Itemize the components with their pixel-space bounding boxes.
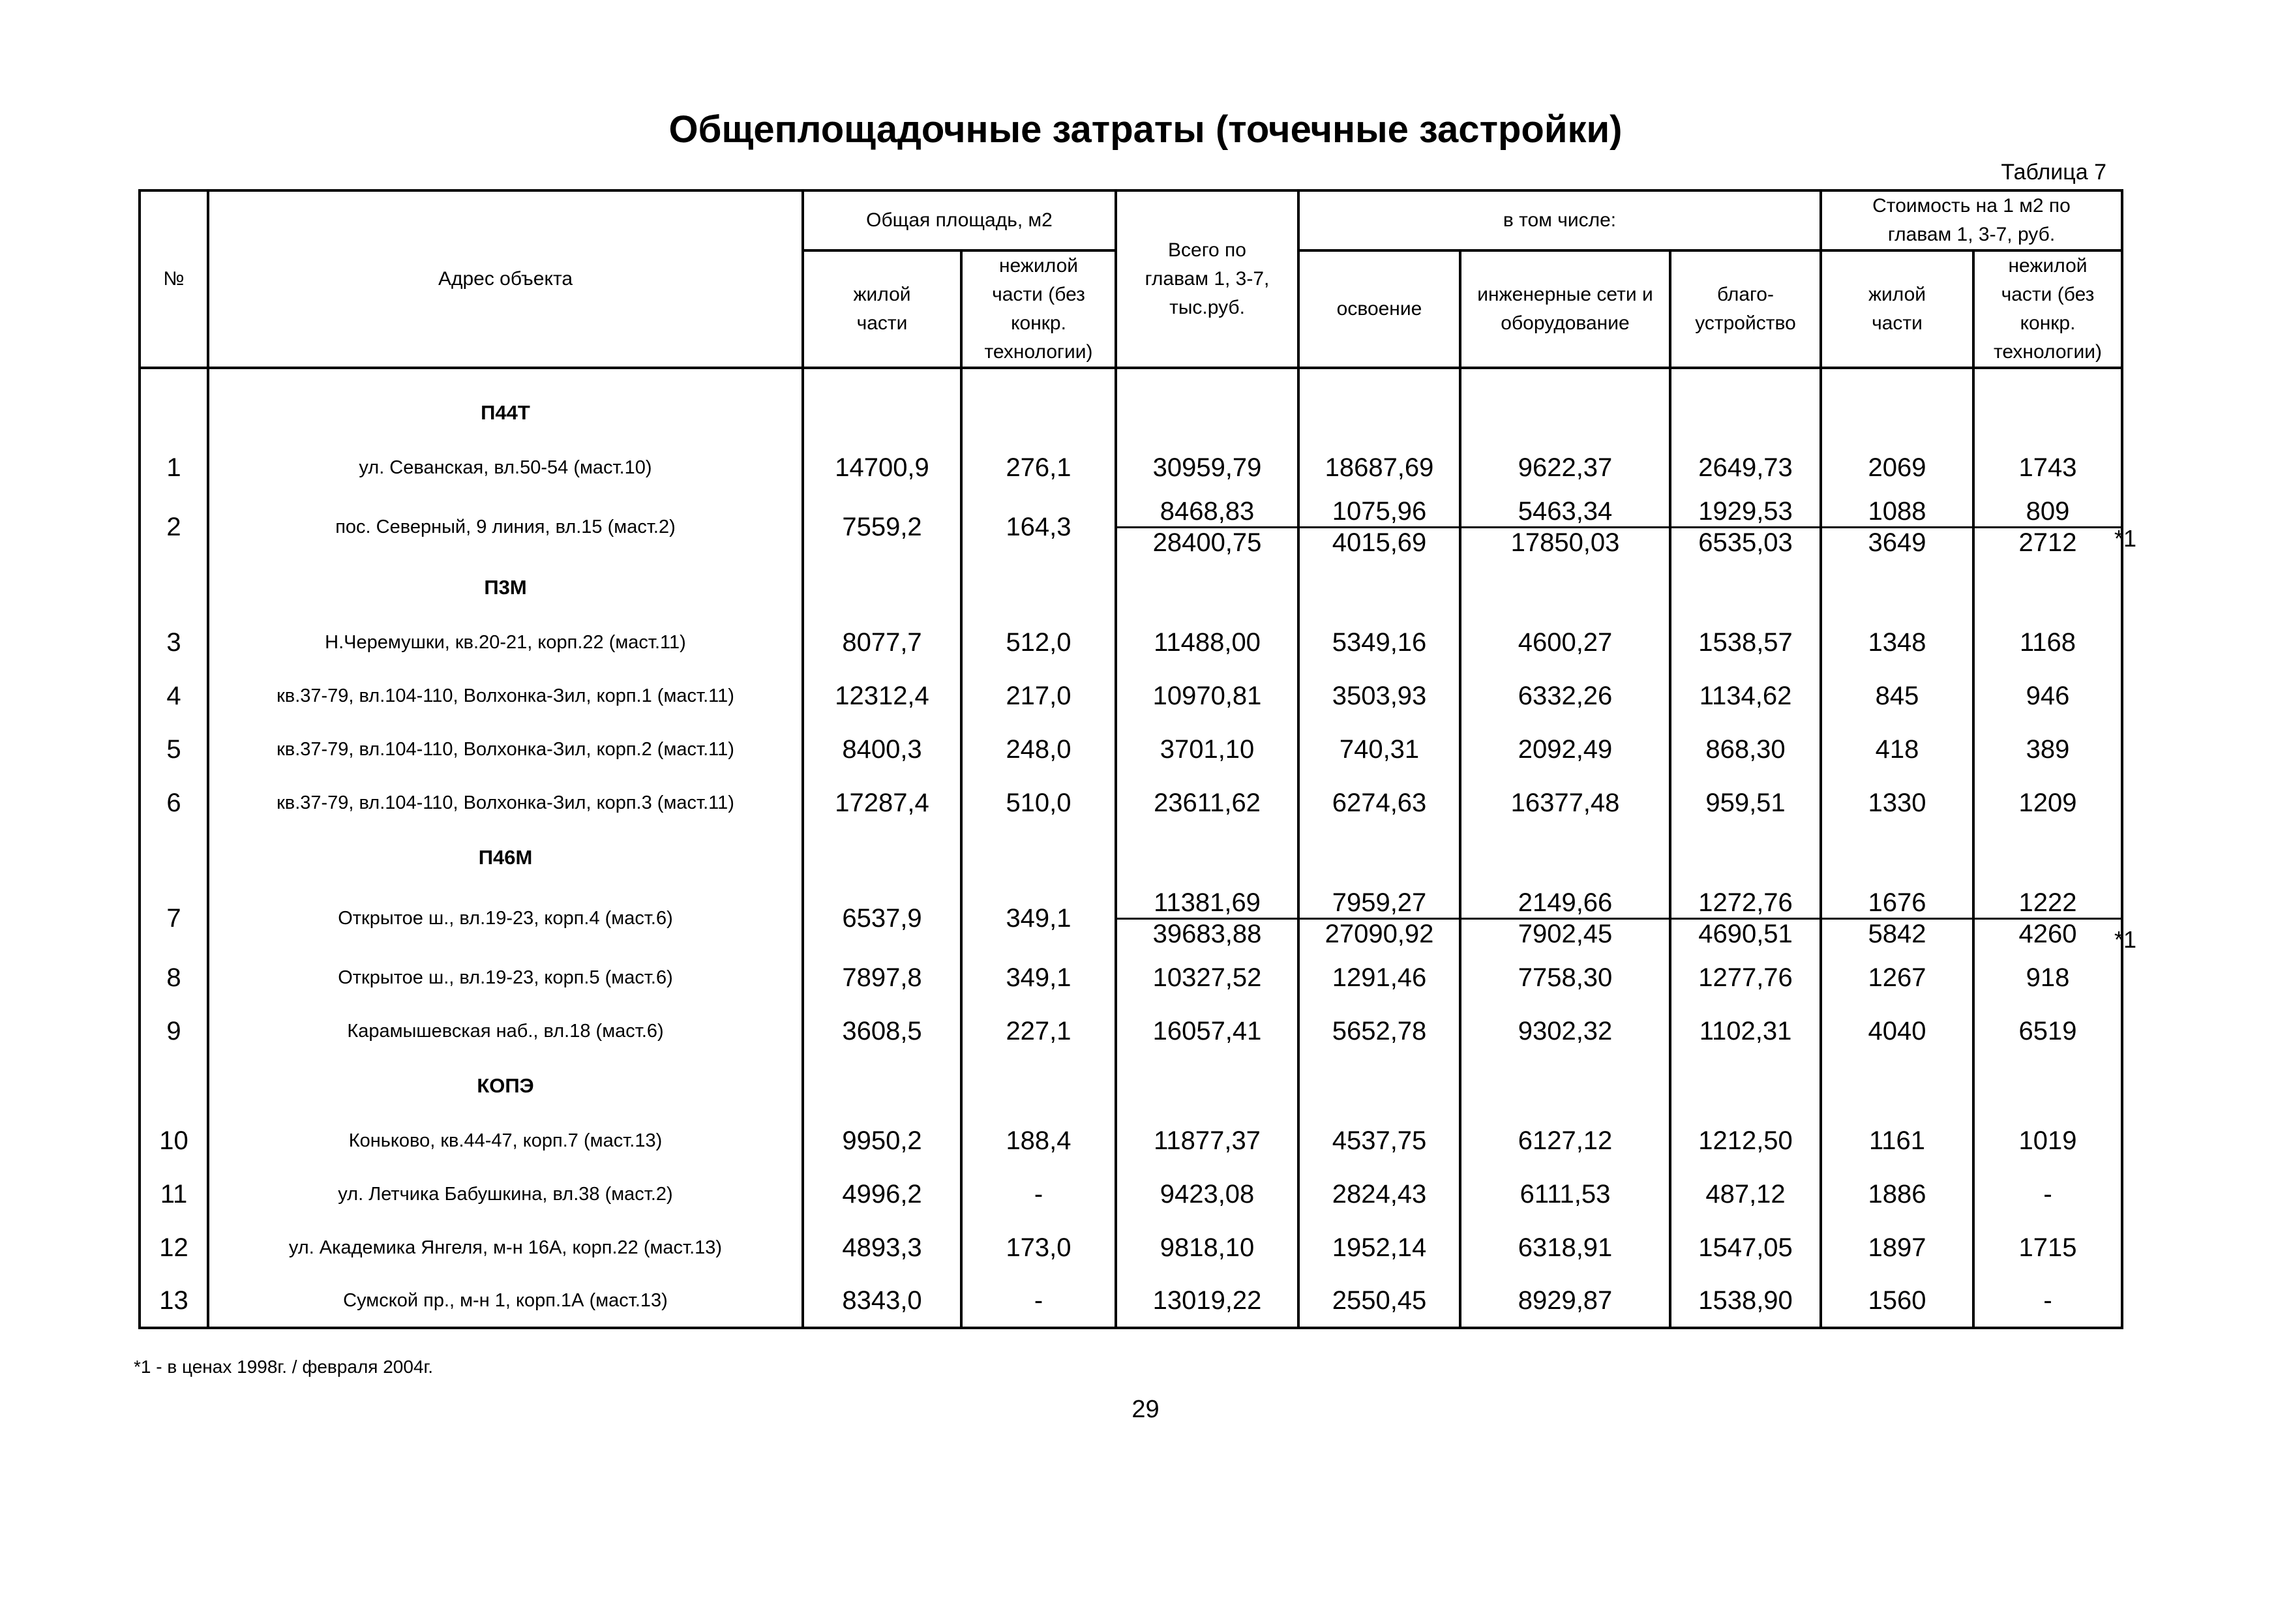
- section-heading: КОПЭ: [208, 1058, 803, 1114]
- header-area-res: жилой части: [803, 250, 961, 368]
- header-incl-eng: инженерные сети и оборудование: [1460, 250, 1670, 368]
- table-row: 6 кв.37-79, вл.104-110, Волхонка-Зил, корп.3 (маст.11) 17287,4 510,0 23611,62 6274,63 16377,48 959,51 1330 1209: [140, 776, 2122, 830]
- header-area-nonres: нежилой части (без конкр. технологии): [961, 250, 1116, 368]
- header-incl-land: благо- устройство: [1670, 250, 1821, 368]
- side-note-row7: *1: [2114, 926, 2137, 953]
- table-row: 2 пос. Северный, 9 линия, вл.15 (маст.2) 7559,2 164,3 8468,83 28400,75 1075,96 4015,69 5463,34 17850,03 1929,53 6535,03 1088 3649 809 2712: [140, 494, 2122, 560]
- table-row: 4 кв.37-79, вл.104-110, Волхонка-Зил, корп.1 (маст.11) 12312,4 217,0 10970,81 3503,93 6332,26 1134,62 845 946: [140, 669, 2122, 723]
- section-heading: П44Т: [208, 385, 803, 441]
- table-row: 12 ул. Академика Янгеля, м-н 16А, корп.22 (маст.13) 4893,3 173,0 9818,10 1952,14 6318,91 1547,05 1897 1715: [140, 1221, 2122, 1274]
- table-row: 3 Н.Черемушки, кв.20-21, корп.22 (маст.11) 8077,7 512,0 11488,00 5349,16 4600,27 1538,57 1348 1168: [140, 616, 2122, 669]
- section-heading: П3М: [208, 560, 803, 616]
- table-row: 8 Открытое ш., вл.19-23, корп.5 (маст.6) 7897,8 349,1 10327,52 1291,46 7758,30 1277,76 1267 918: [140, 951, 2122, 1004]
- table-row: 11 ул. Летчика Бабушкина, вл.38 (маст.2) 4996,2 - 9423,08 2824,43 6111,53 487,12 1886 -: [140, 1167, 2122, 1221]
- section-heading: П46М: [208, 830, 803, 886]
- table-row: 7 Открытое ш., вл.19-23, корп.4 (маст.6) 6537,9 349,1 11381,69 39683,88 7959,27 27090,92 2149,66 7902,45 1272,76 4690,51 1676 5842 1222 4260: [140, 886, 2122, 951]
- table-row: 1 ул. Севанская, вл.50-54 (маст.10) 14700,9 276,1 30959,79 18687,69 9622,37 2649,73 2069 1743: [140, 441, 2122, 494]
- header-num: №: [140, 190, 208, 368]
- page-title: Общеплощадочные затраты (точечные застройки): [668, 108, 1623, 151]
- header-cost-group: Стоимость на 1 м2 по главам 1, 3-7, руб.: [1821, 190, 2122, 250]
- header-address: Адрес объекта: [208, 190, 803, 368]
- footnote: *1 - в ценах 1998г. / февраля 2004г.: [134, 1357, 434, 1377]
- header-incl-group: в том числе:: [1298, 190, 1821, 250]
- cost-table: [138, 189, 2123, 1329]
- page-number: 29: [1131, 1396, 1160, 1423]
- table-row: 10 Коньково, кв.44-47, корп.7 (маст.13) 9950,2 188,4 11877,37 4537,75 6127,12 1212,50 1161 1019: [140, 1114, 2122, 1167]
- header-cost-res: жилой части: [1821, 250, 1973, 368]
- header-incl-dev: освоение: [1298, 250, 1460, 368]
- side-note-row2: *1: [2114, 525, 2137, 552]
- header-total: Всего по главам 1, 3-7, тыс.руб.: [1116, 190, 1298, 368]
- header-cost-nonres: нежилой части (без конкр. технологии): [1973, 250, 2122, 368]
- table-row: 9 Карамышевская наб., вл.18 (маст.6) 3608,5 227,1 16057,41 5652,78 9302,32 1102,31 4040 6519: [140, 1004, 2122, 1058]
- table-row: 5 кв.37-79, вл.104-110, Волхонка-Зил, корп.2 (маст.11) 8400,3 248,0 3701,10 740,31 2092,49 868,30 418 389: [140, 723, 2122, 776]
- header-area-group: Общая площадь, м2: [803, 190, 1116, 250]
- table-row: 13 Сумской пр., м-н 1, корп.1А (маст.13) 8343,0 - 13019,22 2550,45 8929,87 1538,90 1560 -: [140, 1274, 2122, 1328]
- table-label: Таблица 7: [2001, 160, 2106, 185]
